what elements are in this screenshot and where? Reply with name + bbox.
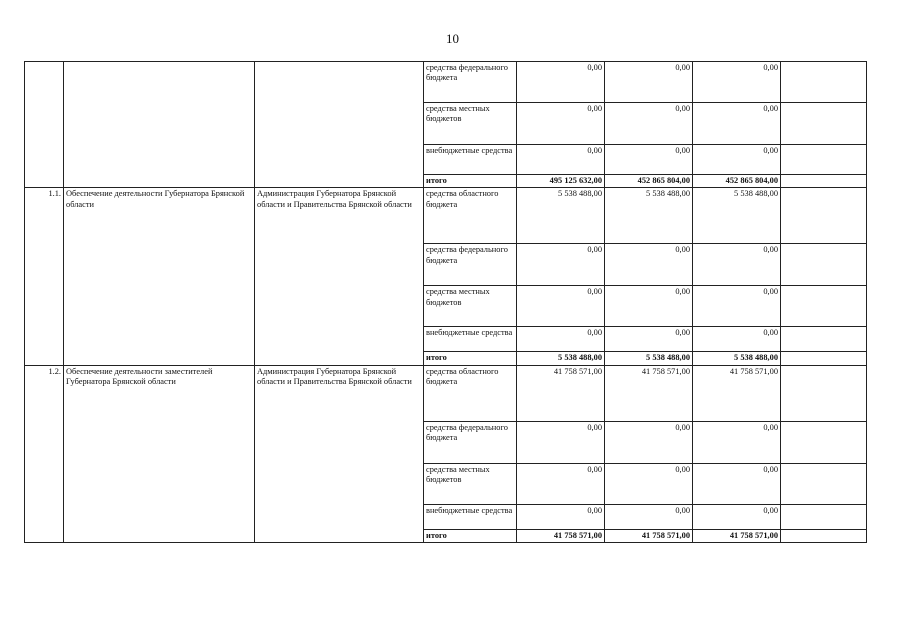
empty-cell — [781, 286, 867, 327]
value-cell: 0,00 — [693, 327, 781, 352]
total-value: 41 758 571,00 — [517, 529, 605, 542]
empty-cell — [781, 352, 867, 365]
name-cell — [64, 62, 255, 188]
value-cell: 0,00 — [605, 421, 693, 463]
value-cell: 0,00 — [517, 286, 605, 327]
table-row — [25, 365, 867, 421]
total-value: 5 538 488,00 — [517, 352, 605, 365]
empty-cell — [781, 103, 867, 145]
value-cell: 0,00 — [693, 463, 781, 504]
item-number: 1.1. — [25, 188, 64, 365]
value-cell: 0,00 — [605, 463, 693, 504]
total-value: 495 125 632,00 — [517, 175, 605, 188]
value-cell: 0,00 — [693, 244, 781, 286]
table-row — [25, 62, 867, 103]
value-cell: 0,00 — [517, 504, 605, 529]
item-executor: Администрация Губернатора Брянской области и Правительства Брянской области — [255, 365, 424, 542]
value-cell: 0,00 — [605, 103, 693, 145]
value-cell: 0,00 — [693, 103, 781, 145]
source-cell: средства федерального бюджета — [424, 244, 517, 286]
value-cell: 0,00 — [517, 103, 605, 145]
source-cell: внебюджетные средства — [424, 327, 517, 352]
value-cell: 0,00 — [517, 145, 605, 175]
value-cell: 0,00 — [693, 504, 781, 529]
value-cell: 0,00 — [517, 463, 605, 504]
value-cell: 41 758 571,00 — [605, 365, 693, 421]
value-cell: 0,00 — [605, 286, 693, 327]
value-cell: 0,00 — [693, 145, 781, 175]
value-cell: 0,00 — [693, 286, 781, 327]
value-cell: 0,00 — [605, 62, 693, 103]
empty-cell — [781, 529, 867, 542]
total-value: 5 538 488,00 — [605, 352, 693, 365]
table-row — [25, 188, 867, 244]
source-cell: средства местных бюджетов — [424, 463, 517, 504]
value-cell: 0,00 — [517, 327, 605, 352]
executor-cell — [255, 62, 424, 188]
empty-cell — [781, 327, 867, 352]
total-value: 452 865 804,00 — [605, 175, 693, 188]
empty-cell — [781, 463, 867, 504]
value-cell: 0,00 — [517, 62, 605, 103]
item-name: Обеспечение деятельности заместителей Губернатора Брянской области — [64, 365, 255, 542]
total-value: 5 538 488,00 — [693, 352, 781, 365]
source-cell: средства федерального бюджета — [424, 62, 517, 103]
source-cell: внебюджетные средства — [424, 145, 517, 175]
empty-cell — [781, 365, 867, 421]
source-cell: средства местных бюджетов — [424, 286, 517, 327]
total-value: 41 758 571,00 — [693, 529, 781, 542]
total-value: 41 758 571,00 — [605, 529, 693, 542]
no-cell — [25, 62, 64, 188]
value-cell: 0,00 — [605, 504, 693, 529]
value-cell: 5 538 488,00 — [605, 188, 693, 244]
total-label: итого — [424, 352, 517, 365]
item-name: Обеспечение деятельности Губернатора Брянской области — [64, 188, 255, 365]
empty-cell — [781, 504, 867, 529]
total-value: 452 865 804,00 — [693, 175, 781, 188]
value-cell: 5 538 488,00 — [693, 188, 781, 244]
value-cell: 0,00 — [517, 421, 605, 463]
empty-cell — [781, 145, 867, 175]
source-cell: средства федерального бюджета — [424, 421, 517, 463]
value-cell: 41 758 571,00 — [517, 365, 605, 421]
source-cell: средства областного бюджета — [424, 365, 517, 421]
total-label: итого — [424, 175, 517, 188]
empty-cell — [781, 244, 867, 286]
empty-cell — [781, 188, 867, 244]
source-cell: средства областного бюджета — [424, 188, 517, 244]
item-number: 1.2. — [25, 365, 64, 542]
source-cell: внебюджетные средства — [424, 504, 517, 529]
item-executor: Администрация Губернатора Брянской области и Правительства Брянской области — [255, 188, 424, 365]
value-cell: 41 758 571,00 — [693, 365, 781, 421]
empty-cell — [781, 421, 867, 463]
source-cell: средства местных бюджетов — [424, 103, 517, 145]
value-cell: 0,00 — [605, 244, 693, 286]
page-number: 10 — [446, 31, 459, 46]
value-cell: 0,00 — [517, 244, 605, 286]
empty-cell — [781, 62, 867, 103]
value-cell: 0,00 — [693, 62, 781, 103]
value-cell: 0,00 — [693, 421, 781, 463]
empty-cell — [781, 175, 867, 188]
total-label: итого — [424, 529, 517, 542]
budget-table — [24, 61, 867, 543]
value-cell: 5 538 488,00 — [517, 188, 605, 244]
value-cell: 0,00 — [605, 327, 693, 352]
value-cell: 0,00 — [605, 145, 693, 175]
